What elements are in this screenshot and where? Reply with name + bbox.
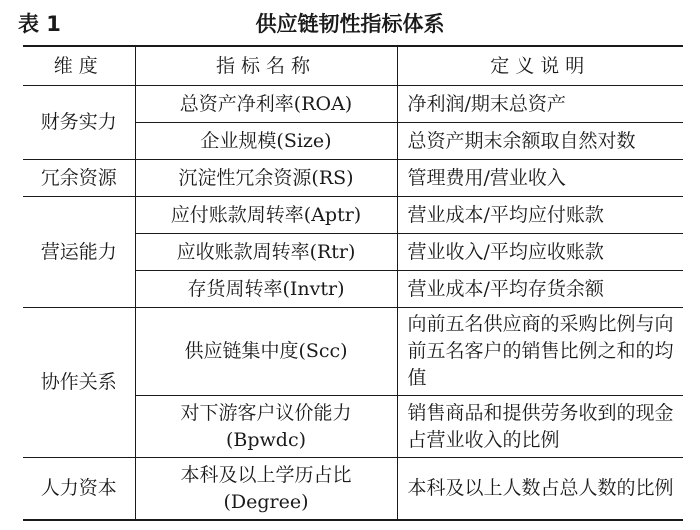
table-caption <box>0 0 700 42</box>
table-row <box>23 86 683 123</box>
table-row <box>23 458 683 521</box>
definition-cell: 本科及以上人数占总人数的比例 <box>397 458 683 521</box>
dimension-cell: 营运能力 <box>23 197 135 308</box>
definition-cell: 总资产期末余额取自然对数 <box>397 123 683 160</box>
table-row <box>23 308 683 396</box>
definition-cell: 营业收入/平均应收账款 <box>397 234 683 271</box>
header-row <box>23 46 683 86</box>
indicator-cell: 本科及以上学历占比(Degree) <box>135 458 397 521</box>
definition-cell: 营业成本/平均存货余额 <box>397 271 683 308</box>
indicator-cell: 应收账款周转率(Rtr) <box>135 234 397 271</box>
definition-cell: 管理费用/营业收入 <box>397 160 683 197</box>
indicator-table <box>23 45 683 521</box>
definition-cell: 向前五名供应商的采购比例与向前五名客户的销售比例之和的均值 <box>397 308 683 396</box>
indicator-cell: 沉淀性冗余资源(RS) <box>135 160 397 197</box>
dimension-cell: 人力资本 <box>23 458 135 521</box>
header-definition: 定义说明 <box>397 46 683 86</box>
dimension-cell: 财务实力 <box>23 86 135 160</box>
indicator-cell: 供应链集中度(Scc) <box>135 308 397 396</box>
indicator-cell: 应付账款周转率(Aptr) <box>135 197 397 234</box>
table-row <box>23 197 683 234</box>
definition-cell: 销售商品和提供劳务收到的现金占营业收入的比例 <box>397 396 683 458</box>
table-title: 供应链韧性指标体系 <box>255 12 445 36</box>
dimension-cell: 冗余资源 <box>23 160 135 197</box>
definition-cell: 净利润/期末总资产 <box>397 86 683 123</box>
indicator-cell: 总资产净利率(ROA) <box>135 86 397 123</box>
header-dimension: 维度 <box>23 46 135 86</box>
indicator-cell: 对下游客户议价能力(Bpwdc) <box>135 396 397 458</box>
indicator-cell: 存货周转率(Invtr) <box>135 271 397 308</box>
indicator-cell: 企业规模(Size) <box>135 123 397 160</box>
table-number: 表 1 <box>18 12 61 36</box>
dimension-cell: 协作关系 <box>23 308 135 458</box>
header-indicator: 指标名称 <box>135 46 397 86</box>
definition-cell: 营业成本/平均应付账款 <box>397 197 683 234</box>
table-row <box>23 160 683 197</box>
